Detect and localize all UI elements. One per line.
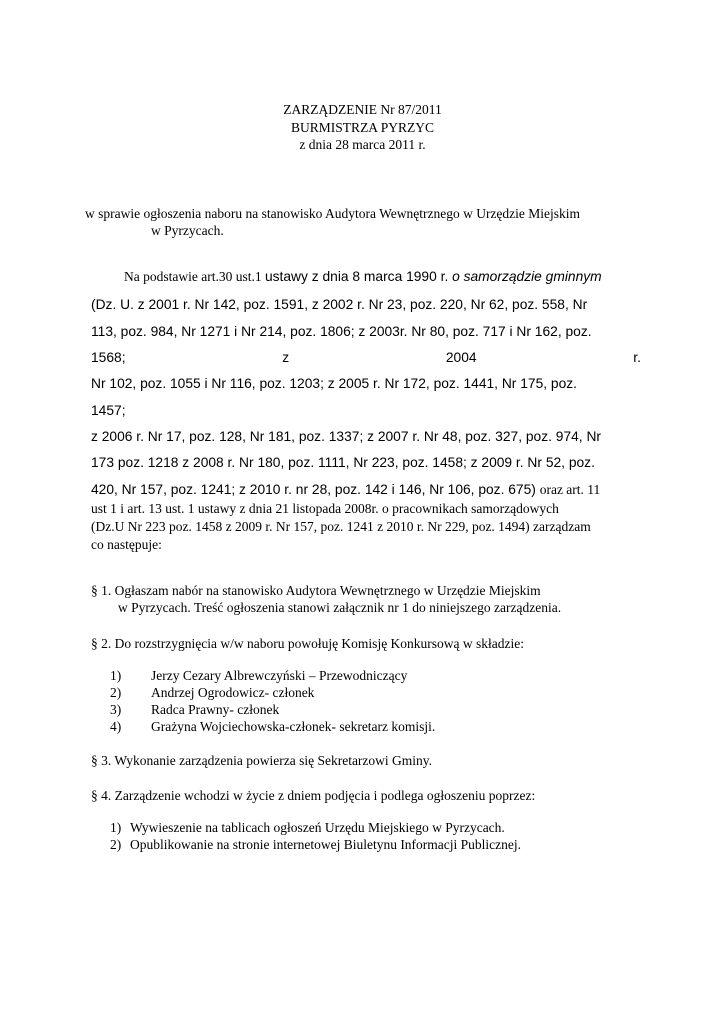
member-name: Andrzej Ogrodowicz- członek — [151, 685, 315, 700]
basis-line-5: Nr 102, poz. 1055 i Nr 116, poz. 1203; z 2005 r. Nr 172, poz. 1441, Nr 175, poz. — [91, 376, 577, 391]
basis-line-2: (Dz. U. z 2001 r. Nr 142, poz. 1591, z 2002 r. Nr 23, poz. 220, Nr 62, poz. 558, Nr — [91, 297, 588, 312]
basis-line-9 — [91, 481, 600, 499]
member-name: Jerzy Cezary Albrewczyński – Przewodniczący — [151, 668, 408, 683]
basis-line-11: (Dz.U Nr 223 poz. 1458 z 2009 r. Nr 157, poz. 1241 z 2010 r. Nr 229, poz. 1494) zarządzam — [91, 519, 591, 534]
basis-line-9-part-b: oraz art. 11 — [539, 482, 601, 497]
paragraph-3: § 3. Wykonanie zarządzenia powierza się Sekretarzowi Gminy. — [91, 753, 433, 768]
publication-item-number: 2) — [110, 837, 122, 852]
paragraph-1-line-1: § 1. Ogłaszam nabór na stanowisko Audytora Wewnętrznego w Urzędzie Miejskim — [91, 583, 541, 598]
document-title: ZARZĄDZENIE Nr 87/2011 — [283, 102, 442, 117]
basis-line-8: 173 poz. 1218 z 2008 r. Nr 180, poz. 1111, Nr 223, poz. 1458; z 2009 r. Nr 52, poz. — [91, 455, 595, 470]
publication-item-number: 1) — [110, 820, 122, 835]
paragraph-2: § 2. Do rozstrzygnięcia w/w naboru powołuję Komisję Konkursową w składzie: — [91, 636, 525, 651]
basis-line-1-part-b: ustawy z dnia 8 marca 1990 r. — [264, 269, 453, 284]
basis-line-12: co następuje: — [91, 537, 162, 552]
basis-line-3: 113, poz. 984, Nr 1271 i Nr 214, poz. 1806; z 2003r. Nr 80, poz. 717 i Nr 162, poz. — [91, 324, 592, 339]
paragraph-1-line-2: w Pyrzycach. Treść ogłoszenia stanowi załącznik nr 1 do niniejszego zarządzenia. — [118, 600, 562, 615]
basis-line-9-part-a: 420, Nr 157, poz. 1241; z 2010 r. nr 28, poz. 142 i 146, Nr 106, poz. 675) — [91, 482, 540, 497]
basis-line-4 — [91, 350, 641, 365]
member-number: 3) — [110, 702, 122, 717]
basis-line-4-word: z — [282, 350, 290, 365]
basis-line-10: ust 1 i art. 13 ust. 1 ustawy z dnia 21 listopada 2008r. o pracownikach samorządowych — [91, 501, 559, 516]
subject-line-2: w Pyrzycach. — [151, 223, 224, 238]
basis-line-1-part-c: o samorządzie gminnym — [452, 269, 602, 284]
basis-line-7: z 2006 r. Nr 17, poz. 128, Nr 181, poz. 1337; z 2007 r. Nr 48, poz. 327, poz. 974, Nr — [91, 429, 602, 444]
paragraph-4: § 4. Zarządzenie wchodzi w życie z dniem podjęcia i podlega ogłoszeniu poprzez: — [91, 788, 536, 803]
subject-line-1: w sprawie ogłoszenia naboru na stanowisko Audytora Wewnętrznego w Urzędzie Miejskim — [85, 206, 581, 221]
basis-line-4-word: 2004 — [445, 350, 477, 365]
member-name: Radca Prawny- członek — [151, 702, 280, 717]
publication-item: Wywieszenie na tablicach ogłoszeń Urzędu Miejskiego w Pyrzycach. — [130, 820, 505, 835]
member-number: 1) — [110, 668, 122, 683]
member-number: 2) — [110, 685, 122, 700]
basis-line-4-word: 1568; — [91, 350, 126, 365]
basis-line-6: 1457; — [91, 403, 126, 418]
basis-line-1 — [124, 268, 602, 286]
document-issuer: BURMISTRZA PYRZYC — [291, 120, 434, 135]
basis-line-1-part-a: Na podstawie art.30 ust.1 — [124, 269, 265, 284]
member-number: 4) — [110, 719, 122, 734]
document-date: z dnia 28 marca 2011 r. — [299, 137, 426, 152]
basis-line-4-word: r. — [633, 350, 641, 365]
member-name: Grażyna Wojciechowska-członek- sekretarz komisji. — [151, 719, 436, 734]
publication-item: Opublikowanie na stronie internetowej Biuletynu Informacji Publicznej. — [130, 837, 522, 852]
